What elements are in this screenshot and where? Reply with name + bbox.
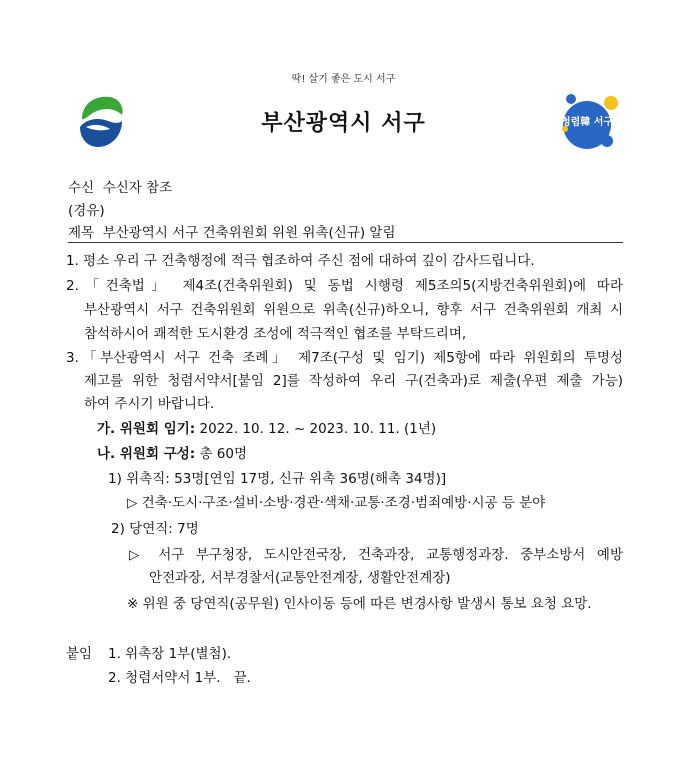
organization-title: 부산광역시 서구 [261,111,426,136]
committee-term [97,417,436,437]
ex-officio-detail-line-2: 안전과장, 서부경찰서(교통안전계장, 생활안전계장) [149,570,451,586]
committee-composition [97,442,247,462]
body-item-2-line-1: 2.「건축법」 제4조(건축위원회) 및 동법 시행령 제5조의5(지방건축위원회)에 따라 [66,278,623,294]
committee-composition-value: 총 60명 [195,446,248,462]
attachment-item-2: 2. 청렴서약서 1부. 끝. [108,670,251,686]
body-item-3-line-3: 하여 주시기 바랍니다. [84,396,215,412]
committee-term-label: 가. 위원회 임기: [97,421,196,437]
subject-value: 부산광역시 서구 건축위원회 위원 위촉(신규) 알림 [102,225,396,241]
subject-label: 제목 [68,225,95,241]
body-item-3-line-1: 3.「부산광역시 서구 건축 조례」 제7조(구성 및 임기) 제5항에 따라 위원회의 투명성 [66,350,623,366]
committee-term-value: 2022. 10. 12. ~ 2023. 10. 11. (1년) [195,421,437,437]
appointed-members: 1) 위촉직: 53명[연임 17명, 신규 위촉 36명(해촉 34명)] [108,471,447,487]
subject-divider [68,242,623,243]
change-notice: ※ 위원 중 당연직(공무원) 인사이동 등에 따른 변경사항 발생시 통보 요청 요망. [127,596,592,612]
attachments-label: 붙임 [66,646,93,662]
committee-composition-label: 나. 위원회 구성: [97,446,196,462]
seal-text: 청렴韓 서구 [560,117,614,128]
subject-line [68,221,396,241]
integrity-seal-logo [557,89,623,155]
via-line: (경유) [68,203,105,219]
body-item-3-line-2: 제고를 위한 청렴서약서[붙임 2]를 작성하여 우리 구(건축과)로 제출(우편 제출 가능) [84,373,623,389]
body-item-2-line-2: 부산광역시 서구 건축위원회 위원으로 위촉(신규)하오니, 향후 서구 건축위원회 개최 시 [84,302,623,318]
slogan: 딱! 살기 좋은 도시 서구 [291,74,396,85]
recipient-value: 수신자 참조 [102,180,173,196]
ex-officio-members: 2) 당연직: 7명 [111,521,199,537]
ex-officio-detail-line-1: ▷ 서구 부구청장, 도시안전국장, 건축과장, 교통행정과장. 중부소방서 예방 [129,547,623,563]
body-item-1: 1. 평소 우리 구 건축행정에 적극 협조하여 주신 점에 대하여 깊이 감사드립니다. [66,253,535,269]
recipient-label: 수신 [68,180,95,196]
attachment-item-1: 1. 위촉장 1부(별첨). [108,646,232,662]
appointed-fields: ▷ 건축·도시·구조·설비·소방·경관·색채·교통·조경·범죄예방·시공 등 분야 [127,495,546,511]
recipient-line [68,176,172,196]
body-item-2-line-3: 참석하시어 쾌적한 도시환경 조성에 적극적인 협조를 부탁드리며, [84,326,467,342]
